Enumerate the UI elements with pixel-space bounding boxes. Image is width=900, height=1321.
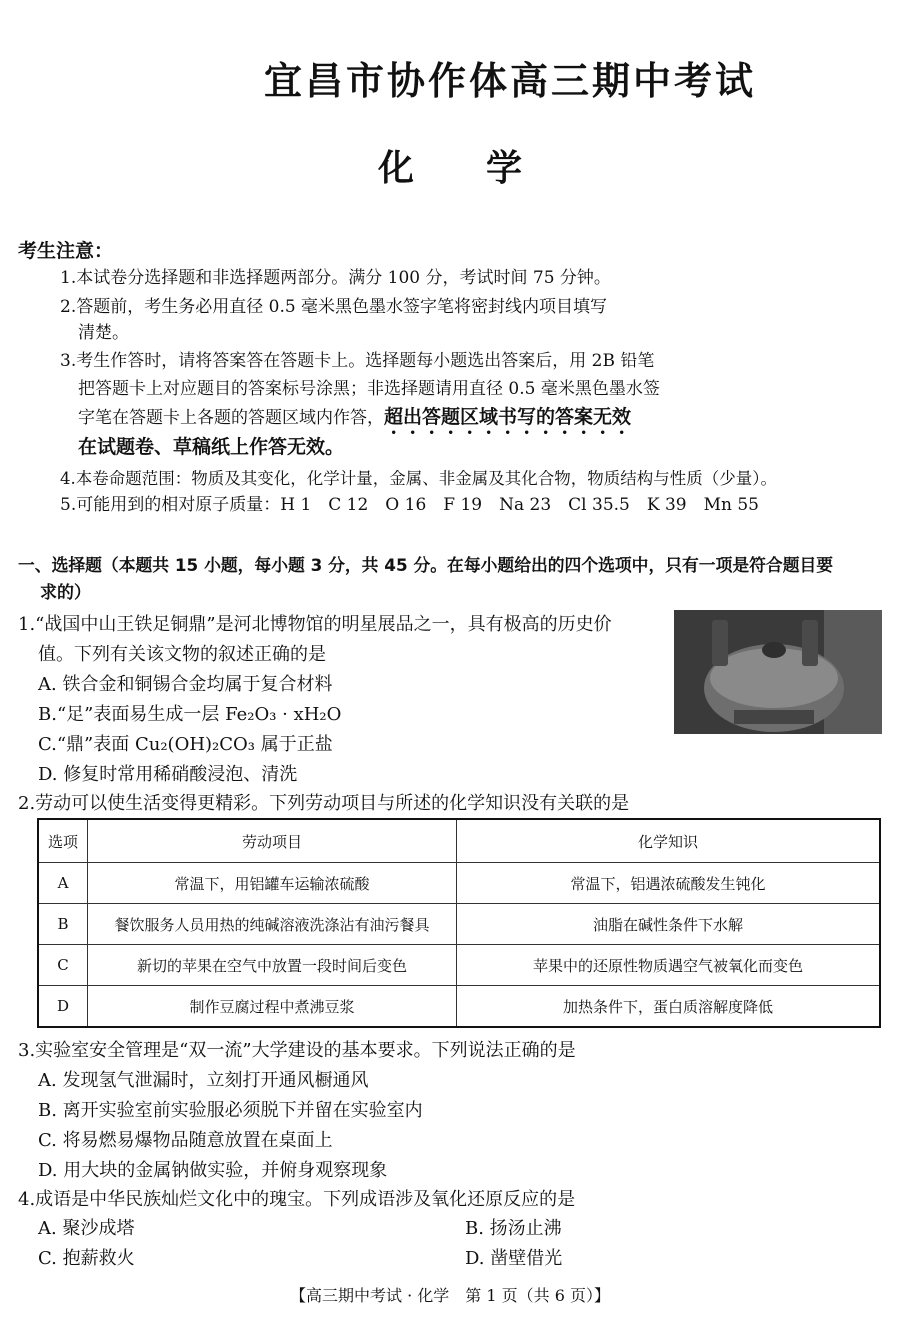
subject-char-2: 学	[486, 148, 523, 189]
table-header-row	[38, 819, 880, 863]
page-footer: 【高三期中考试 · 化学 第 1 页（共 6 页）】	[290, 1286, 610, 1305]
section-heading-cont: 求的）	[40, 583, 91, 603]
notice-item-4: 4.本卷命题范围：物质及其变化，化学计量，金属、非金属及其化合物，物质结构与性质（少量）。	[60, 469, 777, 488]
table-cell: 常温下，铝遇浓硫酸发生钝化	[457, 863, 881, 904]
table-cell: 常温下，用铝罐车运输浓硫酸	[88, 863, 457, 904]
q1-option-c: C.“鼎”表面 Cu₂(OH)₂CO₃ 属于正盐	[38, 734, 333, 755]
bronze-tripod-photo	[674, 610, 882, 734]
emphasis-invalid-area: 超出答题区域书写的答案无效	[384, 406, 632, 428]
table-cell: 餐饮服务人员用热的纯碱溶液洗涤沾有油污餐具	[88, 904, 457, 945]
notice-item-3: 3.考生作答时，请将答案答在答题卡上。选择题每小题选出答案后，用 2B 铅笔	[60, 351, 655, 371]
q3-option-a: A. 发现氢气泄漏时，立刻打开通风橱通风	[38, 1070, 369, 1091]
table-cell: D	[38, 986, 88, 1028]
table-cell: 制作豆腐过程中煮沸豆浆	[88, 986, 457, 1028]
q4-option-b: B. 扬汤止沸	[465, 1218, 562, 1239]
table-cell: A	[38, 863, 88, 904]
q3-stem: 3.实验室安全管理是“双一流”大学建设的基本要求。下列说法正确的是	[18, 1040, 576, 1061]
emphasis-invalid-draft: 在试题卷、草稿纸上作答无效。	[78, 436, 345, 458]
exam-title: 宜昌市协作体高三期中考试	[263, 59, 756, 103]
table-row	[38, 945, 880, 986]
q3-option-b: B. 离开实验室前实验服必须脱下并留在实验室内	[38, 1100, 423, 1121]
notice-heading: 考生注意：	[18, 240, 114, 262]
notice-item-3-text: 字笔在答题卡上各题的答题区域内作答，	[78, 408, 384, 428]
table-cell: 苹果中的还原性物质遇空气被氧化而变色	[457, 945, 881, 986]
table-cell: 新切的苹果在空气中放置一段时间后变色	[88, 945, 457, 986]
q3-option-c: C. 将易燃易爆物品随意放置在桌面上	[38, 1130, 333, 1151]
q1-option-a: A. 铁合金和铜锡合金均属于复合材料	[38, 674, 333, 695]
table-cell: 加热条件下，蛋白质溶解度降低	[457, 986, 881, 1028]
table-cell: C	[38, 945, 88, 986]
notice-item-2-cont: 清楚。	[78, 323, 129, 343]
q1-option-b: B.“足”表面易生成一层 Fe₂O₃ · xH₂O	[38, 704, 342, 725]
subject-title	[0, 140, 900, 191]
q2-stem: 2.劳动可以使生活变得更精彩。下列劳动项目与所述的化学知识没有关联的是	[18, 793, 630, 814]
notice-item-1: 1.本试卷分选择题和非选择题两部分。满分 100 分，考试时间 75 分钟。	[60, 268, 611, 288]
q1-option-d: D. 修复时常用稀硝酸浸泡、清洗	[38, 764, 298, 785]
section-heading: 一、选择题（本题共 15 小题，每小题 3 分，共 45 分。在每小题给出的四个选项中，只有一项是符合题目要	[18, 555, 834, 575]
q1-stem: 1.“战国中山王铁足铜鼎”是河北博物馆的明星展品之一，具有极高的历史价	[18, 614, 612, 635]
table-header-labor: 劳动项目	[88, 819, 457, 863]
q4-stem: 4.成语是中华民族灿烂文化中的瑰宝。下列成语涉及氧化还原反应的是	[18, 1189, 576, 1210]
q4-option-c: C. 抱薪救火	[38, 1248, 135, 1269]
q2-table	[37, 818, 881, 1028]
notice-item-5: 5.可能用到的相对原子质量：H 1 C 12 O 16 F 19 Na 23 Cl 35.5 K 39 Mn 55	[60, 495, 759, 515]
q4-option-d: D. 凿壁借光	[465, 1248, 563, 1269]
table-row	[38, 863, 880, 904]
notice-item-3-cont: 把答题卡上对应题目的答案标号涂黑；非选择题请用直径 0.5 毫米黑色墨水签	[78, 379, 660, 399]
table-row	[38, 986, 880, 1028]
table-row	[38, 904, 880, 945]
table-header-option: 选项	[38, 819, 88, 863]
subject-char-1: 化	[377, 148, 414, 189]
q1-stem-cont: 值。下列有关该文物的叙述正确的是	[38, 644, 326, 665]
table-header-knowledge: 化学知识	[457, 819, 881, 863]
table-cell: 油脂在碱性条件下水解	[457, 904, 881, 945]
table-cell: B	[38, 904, 88, 945]
notice-item-2: 2.答题前，考生务必用直径 0.5 毫米黑色墨水签字笔将密封线内项目填写	[60, 297, 608, 317]
q3-option-d: D. 用大块的金属钠做实验，并俯身观察现象	[38, 1160, 388, 1181]
q4-option-a: A. 聚沙成塔	[38, 1218, 135, 1239]
